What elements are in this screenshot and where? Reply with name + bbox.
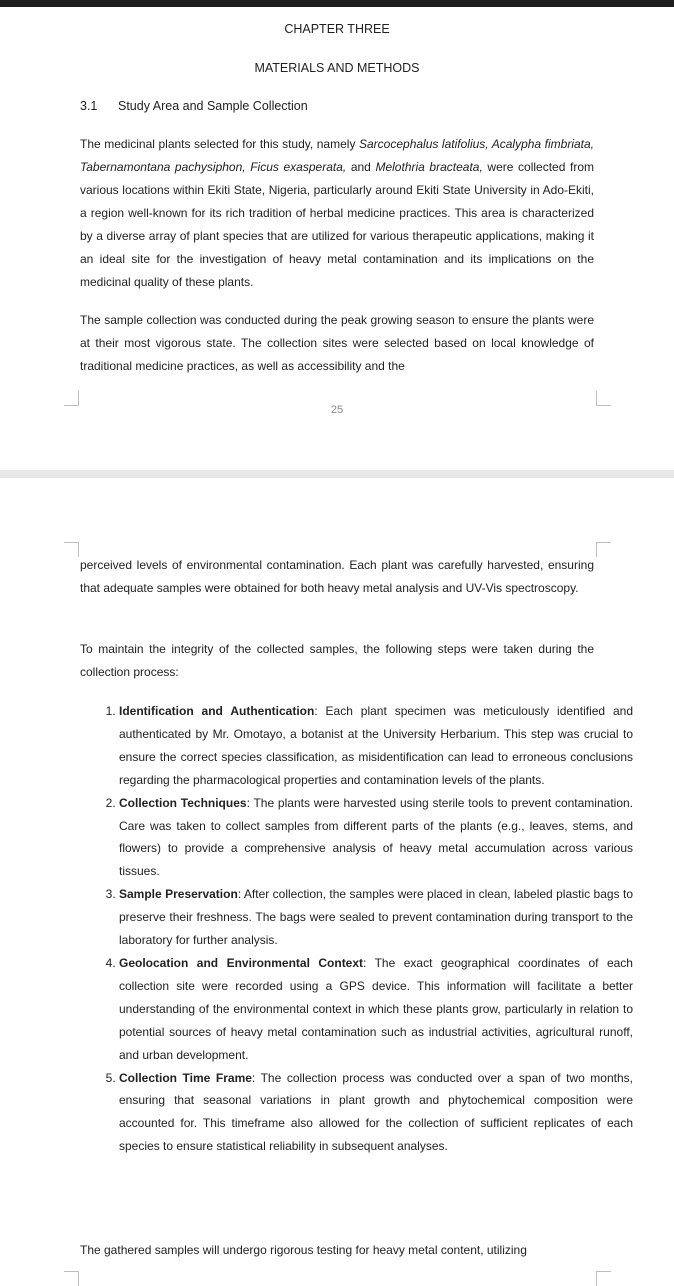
species-name: Melothria bracteata,	[375, 160, 483, 174]
paragraph-testing: The gathered samples will undergo rigorous testing for heavy metal content, utilizing	[80, 1243, 527, 1257]
chapter-heading: CHAPTER THREE	[284, 22, 390, 36]
para-text: and	[346, 160, 376, 174]
species-names: Sarcocephalus latifolius, Acalypha fimbriata, Tabernamontana pachysiphon, Ficus exasperata,	[80, 137, 594, 174]
step-text: : The plants were harvested using sterile tools to prevent contamination. Care was taken to collect samples from different parts of the plants (e.g., leaves, stems, and flowers) to provide a comprehensive analysis of heavy metal accumulation across various tissues.	[119, 795, 634, 879]
list-item	[119, 952, 633, 1067]
page-corner-mark	[64, 1271, 79, 1286]
collection-steps-list	[80, 700, 633, 1158]
paragraph-integrity: To maintain the integrity of the collected samples, the following steps were taken during the collection process:	[80, 642, 594, 679]
chapter-title: MATERIALS AND METHODS	[254, 61, 420, 75]
step-text: : After collection, the samples were placed in clean, labeled plastic bags to preserve their freshness. The bags were sealed to prevent contamination during transport to the laboratory for further analysis.	[119, 887, 633, 948]
step-text: : The collection process was conducted over a span of two months, ensuring that seasonal variations in plant growth and phytochemical composition were accounted for. This timeframe also allowed for the collection of sufficient replicates of each species to ensure statistical reliability in subsequent analyses.	[119, 1070, 633, 1154]
para-text: The medicinal plants selected for this study, namely	[80, 137, 359, 151]
paragraph-study-area	[80, 133, 594, 294]
step-title: Collection Techniques	[119, 795, 247, 810]
step-title: Identification and Authentication	[119, 704, 315, 718]
list-item	[119, 1067, 633, 1159]
para-text: were collected from various locations within Ekiti State, Nigeria, particularly around Ekiti State University in Ado-Ekiti, a region well-known for its rich tradition of herbal medicine practices. This area is characterized by a diverse array of plant species that are utilized for various therapeutic applications, making it an ideal site for the investigation of heavy metal contamination and its implications on the medicinal quality of these plants.	[80, 160, 595, 289]
step-title: Sample Preservation	[119, 887, 238, 902]
step-title: Geolocation and Environmental Context	[119, 955, 364, 970]
page-corner-mark	[596, 1271, 611, 1286]
paragraph-sample-collection: The sample collection was conducted during the peak growing season to ensure the plants were at their most vigorous state. The collection sites were selected based on local knowledge of traditional medicine practices, as well as accessibility and the	[80, 313, 594, 373]
section-number: 3.1	[80, 99, 98, 113]
list-item	[119, 883, 633, 952]
page-corner-mark	[64, 542, 79, 557]
section-heading	[80, 99, 308, 113]
paragraph-contamination: perceived levels of environmental contamination. Each plant was carefully harvested, ensuring that adequate samples were obtained for both heavy metal analysis and UV-Vis spectroscopy.	[80, 558, 594, 595]
step-title: Collection Time Frame	[119, 1070, 252, 1085]
top-bar	[0, 0, 674, 7]
section-title: Study Area and Sample Collection	[118, 99, 308, 113]
step-text: : Each plant specimen was meticulously identified and authenticated by Mr. Omotayo, a botanist at the University Herbarium. This step was crucial to ensure the correct species classification, as misidentification can lead to erroneous conclusions regarding the pharmacological properties and contamination levels of the plants.	[119, 704, 634, 787]
list-item	[119, 792, 633, 884]
page-separator	[0, 470, 674, 478]
step-text: : The exact geographical coordinates of each collection site were recorded using a GPS device. This information will facilitate a better understanding of the environmental context in which these plants grow, particularly in relation to potential sources of heavy metal contamination such as industrial activities, agricultural runoff, and urban development.	[119, 955, 633, 1062]
page-number: 25	[330, 404, 344, 416]
list-item	[119, 700, 633, 792]
page-corner-mark	[596, 542, 611, 557]
